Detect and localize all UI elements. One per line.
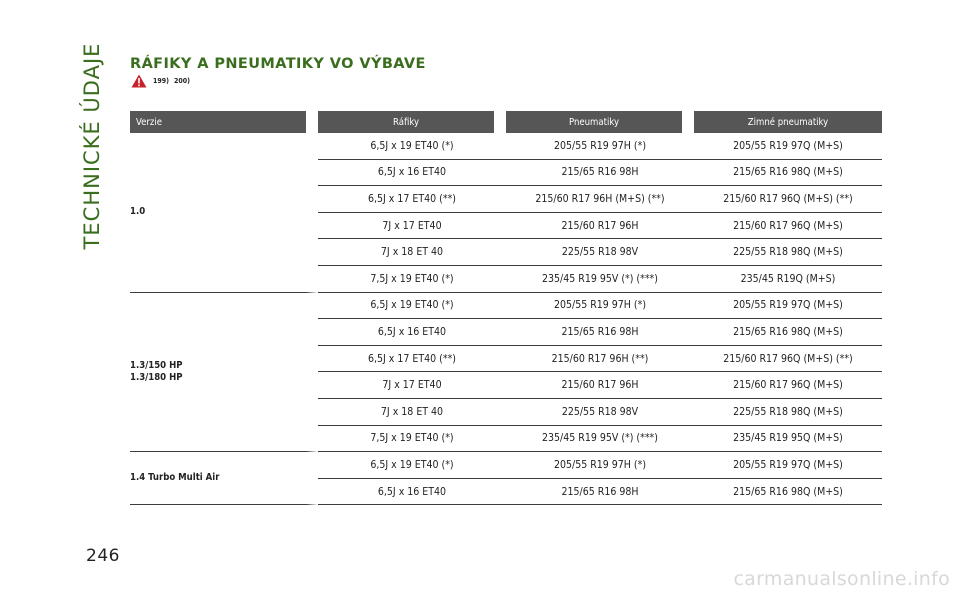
rim-cell: 7J x 18 ET 40: [318, 399, 506, 426]
tyre-cell: 215/60 R17 96H: [506, 213, 694, 240]
rim-cell: 6,5J x 16 ET40: [318, 479, 506, 506]
rim-cell: 7,5J x 19 ET40 (*): [318, 266, 506, 293]
winter-tyre-cell: 225/55 R18 98Q (M+S): [694, 239, 882, 266]
warning-ref[interactable]: 200): [174, 77, 191, 85]
rim-cell: 6,5J x 16 ET40: [318, 160, 506, 187]
version-cell: [130, 133, 318, 293]
rim-cell: 6,5J x 19 ET40 (*): [318, 293, 506, 320]
header-rims: Ráfiky: [318, 111, 506, 133]
side-chapter-title-text: TECHNICKÉ ÚDAJE: [80, 42, 104, 250]
rim-cell: 6,5J x 16 ET40: [318, 319, 506, 346]
table-row: [130, 133, 882, 160]
tyre-cell: 215/65 R16 98H: [506, 160, 694, 187]
rim-cell: 6,5J x 19 ET40 (*): [318, 452, 506, 479]
watermark-url: carmanualsonline.info: [733, 568, 950, 590]
wheels-tyres-table: [130, 111, 882, 505]
tyre-cell: 205/55 R19 97H (*): [506, 133, 694, 160]
table-row: [130, 293, 882, 320]
winter-tyre-cell: 215/65 R16 98Q (M+S): [694, 160, 882, 187]
winter-tyre-cell: 215/65 R16 98Q (M+S): [694, 479, 882, 506]
rim-cell: 7J x 18 ET 40: [318, 239, 506, 266]
tyre-cell: 215/60 R17 96H: [506, 372, 694, 399]
version-cell: [130, 293, 318, 453]
tyre-cell: 225/55 R18 98V: [506, 399, 694, 426]
version-label: 1.3/180 HP: [130, 371, 183, 383]
warning-triangle-icon: [131, 74, 147, 88]
rim-cell: 6,5J x 19 ET40 (*): [318, 133, 506, 160]
rim-cell: 7J x 17 ET40: [318, 213, 506, 240]
warning-refs: [153, 77, 190, 85]
tyre-cell: 205/55 R19 97H (*): [506, 293, 694, 320]
table-body: [130, 133, 882, 505]
winter-tyre-cell: 205/55 R19 97Q (M+S): [694, 452, 882, 479]
version-label: 1.4 Turbo Multi Air: [130, 472, 220, 484]
page-number: 246: [86, 546, 120, 566]
winter-tyre-cell: 215/60 R17 96Q (M+S) (**): [694, 346, 882, 373]
side-chapter-title: [79, 42, 105, 250]
version-label: 1.0: [130, 206, 146, 218]
rim-cell: 6,5J x 17 ET40 (**): [318, 186, 506, 213]
tyre-cell: 215/65 R16 98H: [506, 319, 694, 346]
tyre-cell: 235/45 R19 95V (*) (***): [506, 266, 694, 293]
rim-cell: 6,5J x 17 ET40 (**): [318, 346, 506, 373]
tyre-cell: 215/60 R17 96H (**): [506, 346, 694, 373]
tyre-cell: 235/45 R19 95V (*) (***): [506, 426, 694, 453]
version-cell: [130, 452, 318, 505]
rim-cell: 7,5J x 19 ET40 (*): [318, 426, 506, 453]
winter-tyre-cell: 215/60 R17 96Q (M+S) (**): [694, 186, 882, 213]
tyre-cell: 215/60 R17 96H (M+S) (**): [506, 186, 694, 213]
header-tyres: Pneumatiky: [506, 111, 694, 133]
warning-reference-row: [131, 71, 190, 91]
winter-tyre-cell: 205/55 R19 97Q (M+S): [694, 133, 882, 160]
section-title: RÁFIKY A PNEUMATIKY VO VÝBAVE: [130, 56, 426, 72]
header-winter-tyres: Zimné pneumatiky: [694, 111, 882, 133]
table-row: [130, 452, 882, 479]
winter-tyre-cell: 235/45 R19 95Q (M+S): [694, 426, 882, 453]
winter-tyre-cell: 215/60 R17 96Q (M+S): [694, 372, 882, 399]
tyre-cell: 225/55 R18 98V: [506, 239, 694, 266]
winter-tyre-cell: 215/60 R17 96Q (M+S): [694, 213, 882, 240]
winter-tyre-cell: 225/55 R18 98Q (M+S): [694, 399, 882, 426]
warning-ref[interactable]: 199): [153, 77, 170, 85]
header-versions: Verzie: [130, 111, 318, 133]
winter-tyre-cell: 205/55 R19 97Q (M+S): [694, 293, 882, 320]
tyre-cell: 215/65 R16 98H: [506, 479, 694, 506]
winter-tyre-cell: 235/45 R19Q (M+S): [694, 266, 882, 293]
version-label: 1.3/150 HP: [130, 359, 183, 371]
winter-tyre-cell: 215/65 R16 98Q (M+S): [694, 319, 882, 346]
tyre-cell: 205/55 R19 97H (*): [506, 452, 694, 479]
rim-cell: 7J x 17 ET40: [318, 372, 506, 399]
table-header-row: [130, 111, 882, 133]
